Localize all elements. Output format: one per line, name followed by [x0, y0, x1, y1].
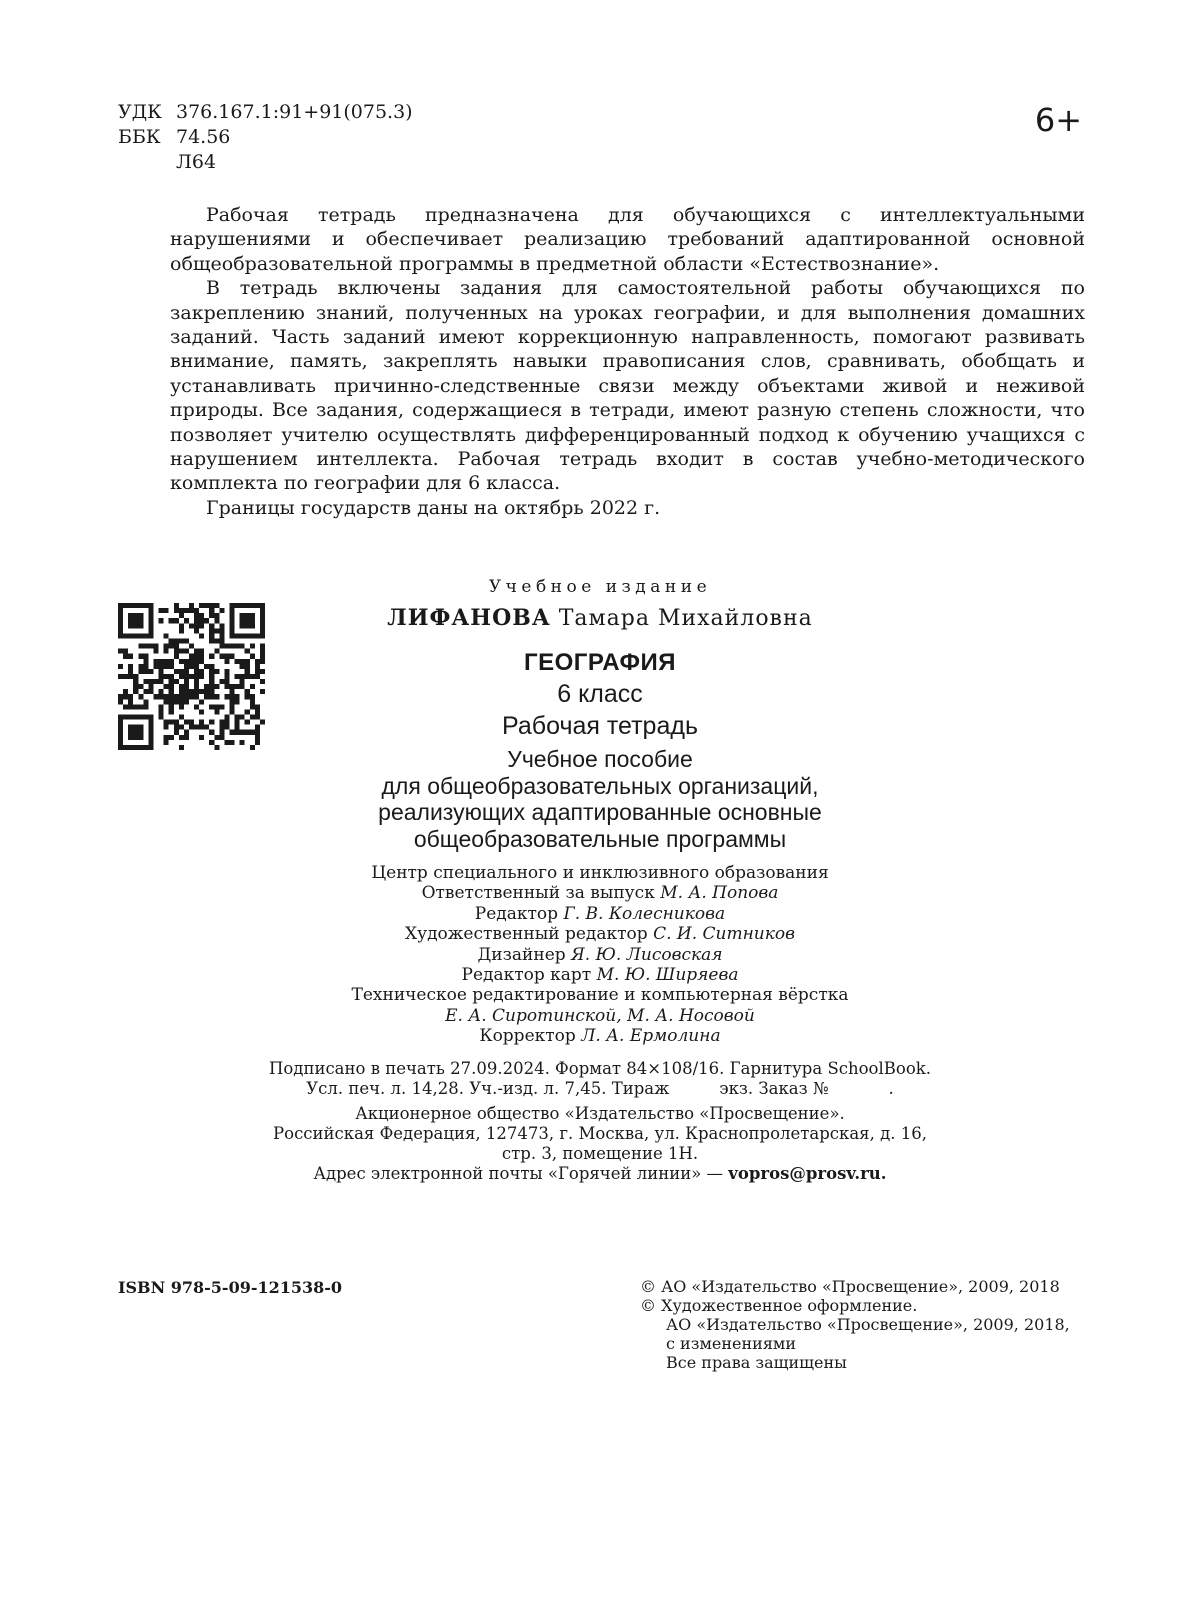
- abstract: [170, 203, 1085, 520]
- credit-role: Художественный редактор: [404, 924, 648, 945]
- publisher-address: [0, 1104, 1200, 1164]
- abstract-paragraph: Границы государств даны на октябрь 2022 г.: [206, 496, 661, 519]
- credits-center: Центр специального и инклюзивного образования: [371, 863, 829, 883]
- credit-person: Г. В. Колесникова: [563, 903, 726, 924]
- abstract-paragraph: В тетрадь включены задания для самостоятельной работы обучающихся по закреплению знаний, полученных на уроках географии, и для выполнения домашних заданий. Часть заданий имеют коррекционную направленность, помогают развивать внимание, память, закреплять навыки правописания слов, сравнивать, обобщать и устанавливать причинно-следственные связи между объектами живой и неживой природы. Все задания, содержащиеся в тетради, имеют разную степень сложности, что позволяет учителю осуществлять дифференцированный подход к обучению учащихся с нарушением интеллекта. Рабочая тетрадь входит в состав учебно-методического комплекта по географии для 6 класса.: [170, 277, 1085, 495]
- credit-person: Я. Ю. Лисовская: [571, 944, 723, 965]
- bbk-label: ББК: [118, 126, 161, 148]
- purpose-line: Учебное пособие: [507, 746, 693, 772]
- credit-person: Л. А. Ермолина: [581, 1026, 721, 1047]
- credit-role: Ответственный за выпуск: [421, 883, 655, 904]
- hotline-label: Адрес электронной почты «Горячей линии» —: [313, 1164, 724, 1183]
- credit-person: М. А. Попова: [660, 883, 779, 904]
- imprint-line: Подписано в печать 27.09.2024. Формат 84×108/16. Гарнитура SchoolBook.: [268, 1059, 932, 1078]
- bbk-row: [118, 125, 413, 150]
- hotline: [0, 1164, 1200, 1183]
- copyright-line: с изменениями: [666, 1334, 797, 1353]
- credit-role: Дизайнер: [477, 944, 566, 965]
- age-rating: 6+: [1034, 101, 1082, 139]
- edition-kind: Учебное издание: [488, 577, 712, 597]
- credit-role: Редактор карт: [461, 965, 592, 986]
- credit-person: Е. А. Сиротинской, М. А. Носовой: [445, 1005, 755, 1026]
- credit-row: [0, 924, 1200, 944]
- copyright-line: © Художественное оформление.: [640, 1296, 918, 1315]
- publisher-line: Российская Федерация, 127473, г. Москва, ул. Краснопролетарская, д. 16,: [273, 1124, 927, 1143]
- credit-role: Редактор: [474, 903, 559, 924]
- copyright-line: Все права защищены: [666, 1353, 847, 1372]
- book-title-block: [0, 648, 1200, 742]
- imprint-line: Усл. печ. л. 14,28. Уч.-изд. л. 7,45. Тираж экз. Заказ № .: [306, 1079, 894, 1098]
- author-mark-row: [118, 150, 413, 175]
- credit-role: Корректор: [479, 1026, 576, 1047]
- book-title: ГЕОГРАФИЯ: [523, 649, 676, 676]
- book-purpose: [0, 746, 1200, 852]
- udk-row: [118, 100, 413, 125]
- udk-value: 376.167.1:91+91(075.3): [176, 101, 413, 123]
- author-given-names: Тамара Михайловна: [558, 606, 813, 631]
- isbn: ISBN 978-5-09-121538-0: [118, 1278, 343, 1297]
- credit-row: [0, 965, 1200, 985]
- copyright-line: © АО «Издательство «Просвещение», 2009, 2018: [640, 1277, 1060, 1296]
- udk-label: УДК: [118, 101, 162, 123]
- credit-row: [0, 985, 1200, 1005]
- purpose-line: общеобразовательные программы: [413, 825, 787, 852]
- publisher-line: Акционерное общество «Издательство «Просвещение».: [355, 1104, 845, 1123]
- credit-row: [0, 1006, 1200, 1026]
- author-surname: ЛИФАНОВА: [387, 605, 551, 631]
- credit-row: [0, 1026, 1200, 1046]
- purpose-line: реализующих адаптированные основные: [378, 799, 822, 825]
- credit-person: С. И. Ситников: [653, 924, 796, 945]
- abstract-paragraph: Рабочая тетрадь предназначена для обучающихся с интеллектуальными нарушениями и обеспечивает реализацию требований адаптированной основной общеобразовательной программы в предметной области «Естествознание».: [170, 204, 1085, 275]
- credit-row: [0, 904, 1200, 924]
- purpose-line: для общеобразовательных организаций,: [381, 772, 819, 799]
- copyright-block: [640, 1277, 1070, 1372]
- credit-row: [0, 883, 1200, 903]
- catalog-codes: [118, 100, 413, 175]
- credit-row: [0, 945, 1200, 965]
- hotline-email[interactable]: vopros@prosv.ru.: [728, 1164, 887, 1183]
- author-mark: Л64: [176, 151, 217, 173]
- bbk-value: 74.56: [176, 126, 231, 148]
- credit-person: М. Ю. Ширяева: [596, 965, 739, 986]
- credits: [0, 863, 1200, 1047]
- print-imprint: [0, 1059, 1200, 1099]
- credit-role: Техническое редактирование и компьютерная вёрстка: [351, 985, 849, 1006]
- publisher-line: стр. 3, помещение 1Н.: [501, 1144, 699, 1163]
- copyright-line: АО «Издательство «Просвещение», 2009, 2018,: [666, 1315, 1070, 1334]
- book-type: Рабочая тетрадь: [502, 712, 698, 740]
- book-grade: 6 класс: [557, 680, 643, 708]
- author-name: [0, 605, 1200, 631]
